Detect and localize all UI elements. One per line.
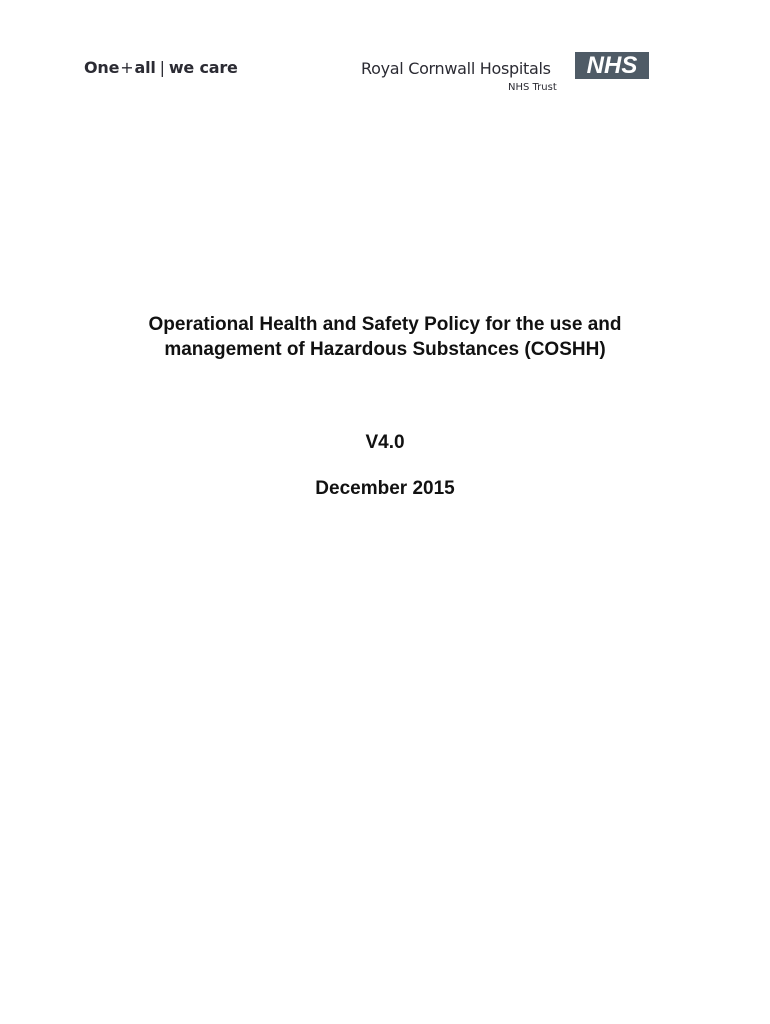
nhs-logo-text: NHS bbox=[586, 51, 638, 79]
tagline-one: One bbox=[84, 58, 120, 77]
document-date: December 2015 bbox=[315, 478, 455, 499]
document-version: V4.0 bbox=[365, 432, 405, 453]
document-title bbox=[80, 312, 690, 362]
title-line-1: Operational Health and Safety Policy for the use and bbox=[148, 314, 622, 335]
tagline-plus: + bbox=[120, 58, 134, 77]
page-header bbox=[84, 52, 664, 102]
tagline bbox=[84, 58, 238, 77]
title-line-2: management of Hazardous Substances (COSHH) bbox=[164, 339, 606, 360]
trust-subtitle: NHS Trust bbox=[508, 82, 557, 93]
tagline-care: we care bbox=[168, 58, 238, 77]
trust-name: Royal Cornwall Hospitals bbox=[361, 59, 551, 78]
tagline-all: all bbox=[134, 58, 156, 77]
tagline-separator: | bbox=[159, 58, 165, 77]
nhs-logo bbox=[575, 52, 649, 79]
